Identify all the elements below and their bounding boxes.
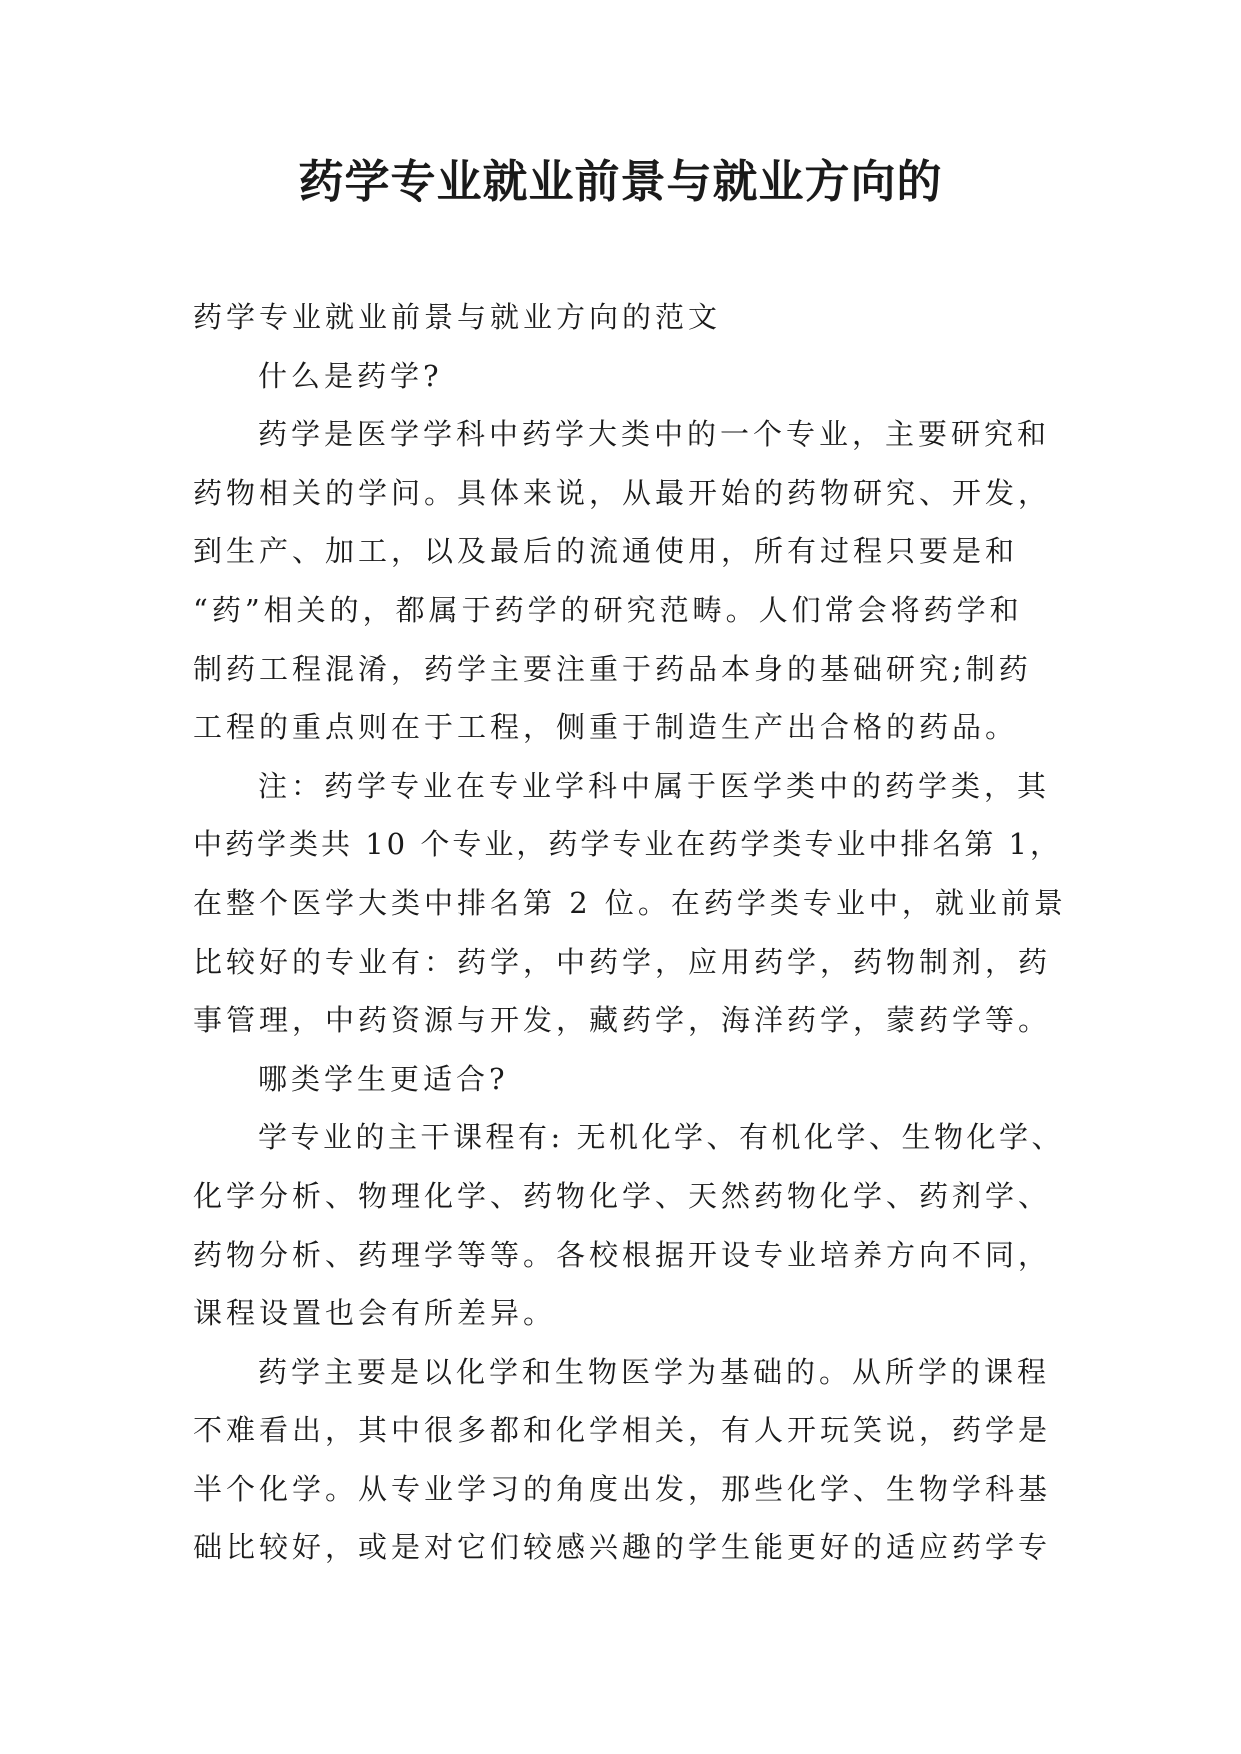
text-line: 础比较好，或是对它们较感兴趣的学生能更好的适应药学专 xyxy=(193,1530,1052,1565)
text-line: 到生产、加工，以及最后的流通使用，所有过程只要是和 xyxy=(193,534,1019,569)
text-line: 药物相关的学问。具体来说，从最开始的药物研究、开发， xyxy=(193,475,1052,510)
text-line: 注：药学专业在专业学科中属于医学类中的药学类，其 xyxy=(258,768,1051,803)
text-line: 化学分析、物理化学、药物化学、天然药物化学、药剂学、 xyxy=(193,1178,1052,1213)
text-line: 课程设置也会有所差异。 xyxy=(193,1296,557,1331)
text-line: 药学主要是以化学和生物医学为基础的。从所学的课程 xyxy=(258,1354,1051,1389)
text-line: 比较好的专业有：药学，中药学，应用药学，药物制剂，药 xyxy=(193,944,1052,979)
text-line: 药物分析、药理学等等。各校根据开设专业培养方向不同， xyxy=(193,1237,1052,1272)
text-line: 在整个医学大类中排名第 2 位。在药学类专业中，就业前景 xyxy=(193,885,1067,920)
text-line: “药”相关的，都属于药学的研究范畴。人们常会将药学和 xyxy=(193,592,1023,627)
text-line: 不难看出，其中很多都和化学相关，有人开玩笑说，药学是 xyxy=(193,1413,1052,1448)
document-title: 药学专业就业前景与就业方向的 xyxy=(298,155,943,208)
text-line: 中药学类共 10 个专业，药学专业在药学类专业中排名第 1， xyxy=(193,827,1063,862)
text-line: 药学专业就业前景与就业方向的范文 xyxy=(193,300,722,334)
text-line: 工程的重点则在于工程，侧重于制造生产出合格的药品。 xyxy=(193,710,1019,745)
text-line: 哪类学生更适合? xyxy=(258,1061,509,1096)
text-line: 事管理，中药资源与开发，藏药学，海洋药学，蒙药学等。 xyxy=(193,1003,1052,1038)
document-body xyxy=(193,288,1068,1577)
text-line: 制药工程混淆，药学主要注重于药品本身的基础研究;制药 xyxy=(193,651,1032,686)
text-line: 半个化学。从专业学习的角度出发，那些化学、生物学科基 xyxy=(193,1471,1052,1506)
text-line: 什么是药学? xyxy=(258,358,443,393)
text-line: 药学是医学学科中药学大类中的一个专业，主要研究和 xyxy=(258,417,1051,452)
text-line: 学专业的主干课程有: 无机化学、有机化学、生物化学、 xyxy=(258,1120,1064,1155)
